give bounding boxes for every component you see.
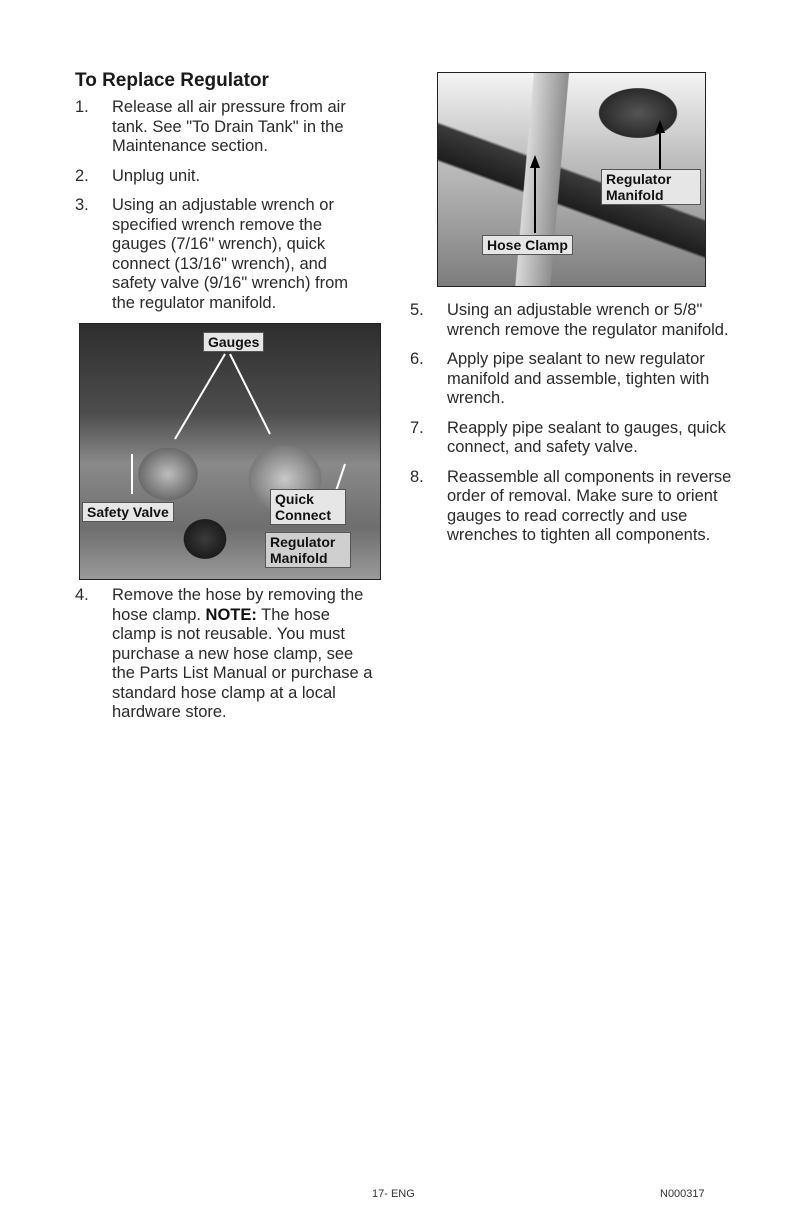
- step-item: [75, 586, 377, 723]
- step-number: 4.: [75, 586, 89, 604]
- step-item: [410, 301, 735, 340]
- step-text: Reassemble all components in reverse order of removal. Make sure to orient gauges to read correctly and use wrenches to tighten all components.: [447, 467, 732, 544]
- gauges-photo: [79, 323, 381, 580]
- step-number: 6.: [410, 350, 424, 368]
- step-item: [410, 468, 735, 546]
- step-text: Using an adjustable wrench or specified wrench remove the gauges (7/16" wrench), quick connect (13/16" wrench), and safety valve (9/16" wrench) from the regulator manifold.: [112, 196, 349, 312]
- step-text: Using an adjustable wrench or 5/8" wrench remove the regulator manifold.: [447, 301, 729, 339]
- callout-regulator-manifold: Regulator Manifold: [601, 169, 701, 205]
- steps-list-left-bottom: [75, 586, 377, 733]
- steps-list-right: [410, 301, 735, 556]
- callout-safety-valve: Safety Valve: [82, 502, 174, 522]
- step-text: Release all air pressure from air tank. See "To Drain Tank" in the Maintenance section.: [112, 98, 346, 155]
- steps-list-left: [75, 98, 375, 323]
- regulator-photo: [437, 72, 706, 287]
- step-number: 5.: [410, 301, 424, 319]
- step-item: [410, 350, 735, 409]
- section-heading: To Replace Regulator: [75, 70, 269, 91]
- callout-hose-clamp: Hose Clamp: [482, 235, 573, 255]
- step-number: 1.: [75, 98, 89, 116]
- callout-quick-connect: Quick Connect: [270, 489, 346, 525]
- step-item: [75, 196, 375, 313]
- callout-regulator-manifold: Regulator Manifold: [265, 532, 351, 568]
- step-item: [75, 98, 375, 157]
- step-text: Unplug unit.: [112, 166, 201, 185]
- step-text-continued: The hose clamp is not reusable. You must purchase a new hose clamp, see the Parts List Manual or purchase a standard hose clamp at a local hardware store.: [112, 605, 373, 721]
- step-item: [75, 167, 375, 187]
- step-number: 7.: [410, 418, 424, 437]
- step-text: Reapply pipe sealant to gauges, quick connect, and safety valve.: [447, 418, 726, 456]
- callout-gauges: Gauges: [203, 332, 264, 352]
- step-number: 3.: [75, 196, 89, 214]
- page-number: 17- ENG: [372, 1188, 415, 1200]
- step-text: Apply pipe sealant to new regulator manifold and assemble, tighten with wrench.: [447, 350, 710, 407]
- step-text: Remove the hose by removing the hose clamp.: [112, 586, 364, 624]
- note-label: NOTE:: [205, 605, 257, 624]
- step-item: [410, 419, 735, 458]
- document-code: N000317: [660, 1188, 705, 1200]
- step-number: 2.: [75, 166, 89, 185]
- step-number: 8.: [410, 467, 424, 486]
